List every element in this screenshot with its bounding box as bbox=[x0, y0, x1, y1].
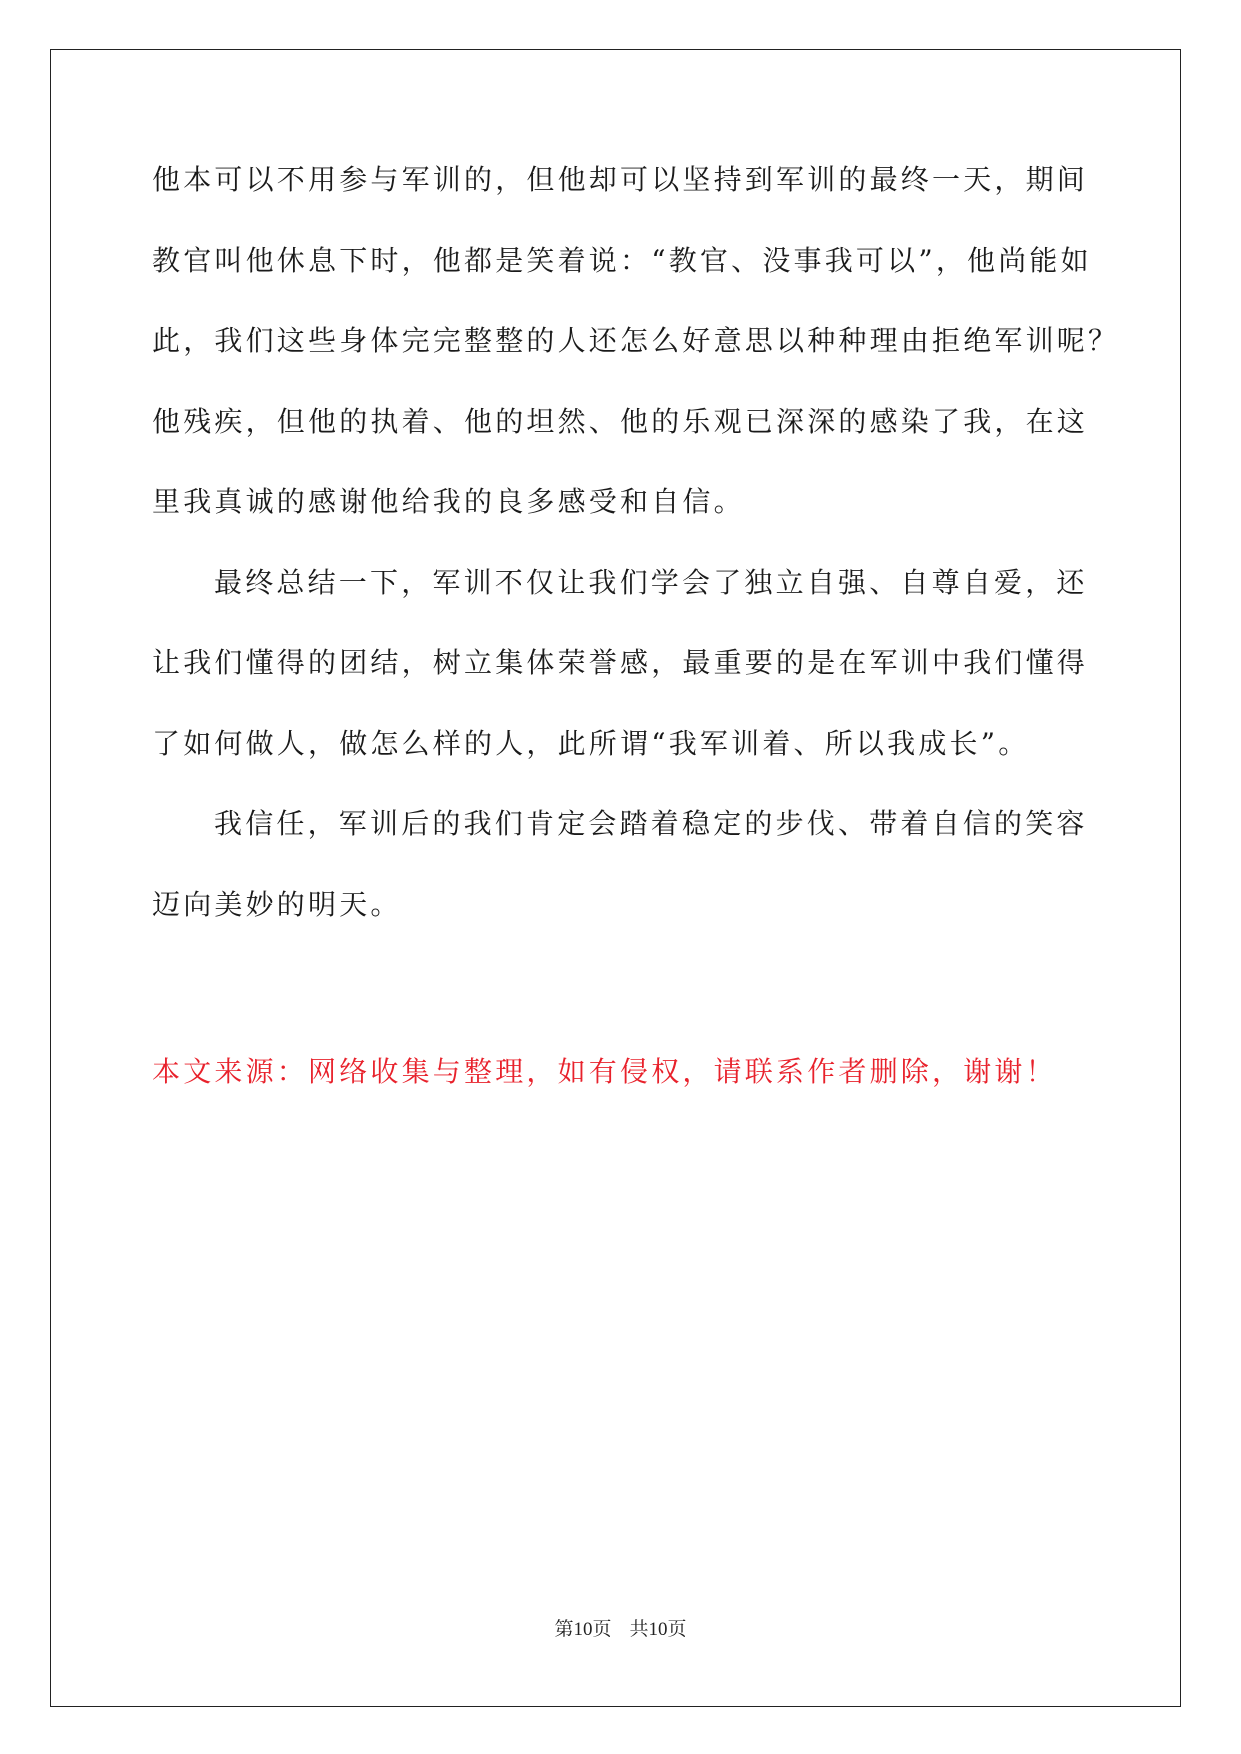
paragraph-1-line-3: 此，我们这些身体完完整整的人还怎么好意思以种种理由拒绝军训呢？ bbox=[152, 324, 1120, 357]
source-note: 本文来源：网络收集与整理，如有侵权，请联系作者删除，谢谢！ bbox=[152, 1055, 1057, 1088]
paragraph-2-line-3: 了如何做人，做怎么样的人，此所谓“我军训着、所以我成长”。 bbox=[152, 727, 1030, 760]
page-total: 共10页 bbox=[629, 1619, 687, 1640]
paragraph-3-line-1: 我信任，军训后的我们肯定会踏着稳定的步伐、带着自信的笑容 bbox=[214, 807, 1088, 840]
page-number: 第10页 bbox=[554, 1619, 612, 1640]
page-border bbox=[50, 49, 1181, 1707]
paragraph-2-line-1: 最终总结一下，军训不仅让我们学会了独立自强、自尊自爱，还 bbox=[214, 566, 1088, 599]
paragraph-1-line-2: 教官叫他休息下时，他都是笑着说：“教官、没事我可以”，他尚能如 bbox=[152, 244, 1092, 277]
paragraph-3-line-2: 迈向美妙的明天。 bbox=[152, 888, 402, 921]
page-footer bbox=[0, 1618, 1241, 1642]
paragraph-1-line-5: 里我真诚的感谢他给我的良多感受和自信。 bbox=[152, 485, 745, 518]
paragraph-2-line-2: 让我们懂得的团结，树立集体荣誉感，最重要的是在军训中我们懂得 bbox=[152, 646, 1089, 679]
paragraph-1-line-4: 他残疾，但他的执着、他的坦然、他的乐观已深深的感染了我，在这 bbox=[152, 405, 1089, 438]
paragraph-1-line-1: 他本可以不用参与军训的，但他却可以坚持到军训的最终一天，期间 bbox=[152, 163, 1089, 196]
